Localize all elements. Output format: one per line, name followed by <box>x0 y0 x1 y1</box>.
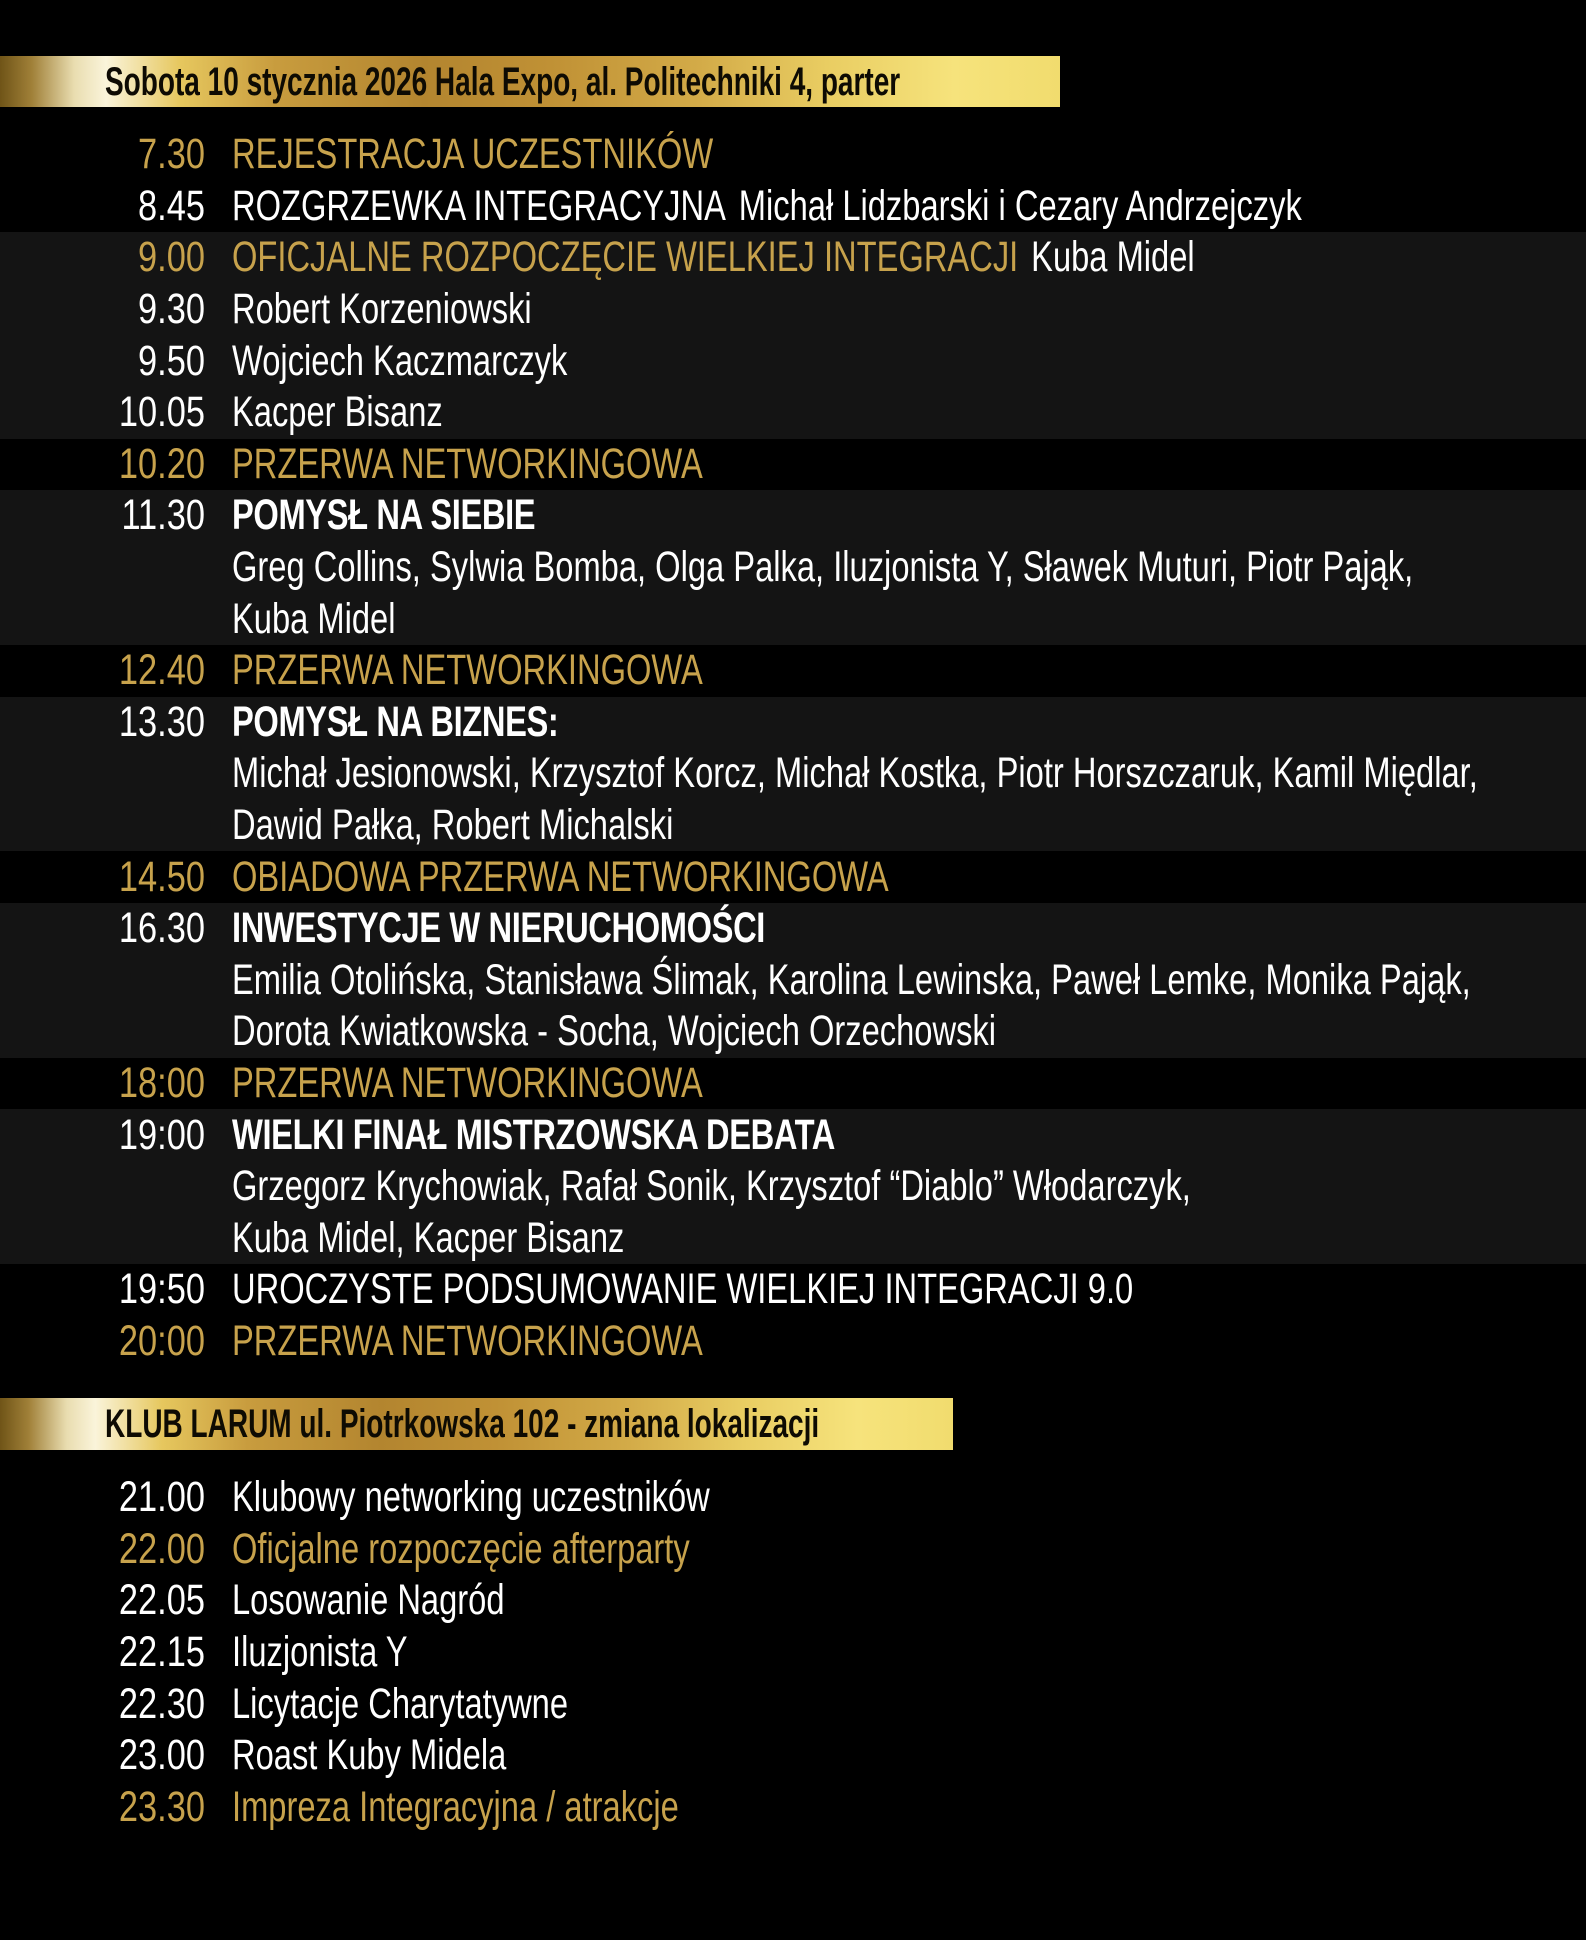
row-content <box>232 801 674 850</box>
row-content <box>232 543 1414 592</box>
schedule-row <box>0 955 1586 1007</box>
event-title: Impreza Integracyjna / atrakcje <box>232 1782 679 1831</box>
row-content <box>232 439 703 488</box>
row-content <box>232 1058 703 1107</box>
time-label: 13.30 <box>118 697 205 746</box>
event-title: Roast Kuby Midela <box>232 1731 507 1780</box>
schedule-row <box>0 1627 1586 1679</box>
time-label: 19:50 <box>118 1265 205 1314</box>
row-content <box>232 336 568 385</box>
schedule-row <box>0 1212 1586 1264</box>
speaker-names: Kuba Midel <box>1031 233 1195 282</box>
schedule-row <box>0 129 1586 181</box>
schedule-row <box>0 1472 1586 1524</box>
time-label: 22.30 <box>118 1679 205 1728</box>
speaker-names: Kuba Midel <box>232 594 396 643</box>
speaker-names: Emilia Otolińska, Stanisława Ślimak, Karolina Lewinska, Paweł Lemke, Monika Pająk, <box>232 955 1471 1004</box>
row-content <box>232 1731 507 1780</box>
time-label: 11.30 <box>121 491 205 540</box>
row-content <box>232 130 714 179</box>
schedule-row <box>0 1524 1586 1576</box>
schedule-row <box>0 439 1586 491</box>
schedule-row <box>0 232 1586 284</box>
time-label: 9.50 <box>138 336 205 385</box>
speaker-names: Kacper Bisanz <box>232 388 443 437</box>
time-label: 18:00 <box>118 1058 205 1107</box>
time-label: 21.00 <box>118 1473 205 1522</box>
speaker-names: Kuba Midel, Kacper Bisanz <box>232 1213 625 1262</box>
speaker-names: Robert Korzeniowski <box>232 285 532 334</box>
session-title: POMYSŁ NA BIZNES: <box>232 697 559 746</box>
speaker-names: Grzegorz Krychowiak, Rafał Sonik, Krzysztof “Diablo” Włodarczyk, <box>232 1162 1191 1211</box>
schedule-row <box>0 335 1586 387</box>
schedule-row <box>0 1316 1586 1368</box>
row-content <box>232 491 536 540</box>
event-title: Oficjalne rozpoczęcie afterparty <box>232 1524 690 1573</box>
schedule-row <box>0 181 1586 233</box>
row-content <box>232 1265 1134 1314</box>
event-title: REJESTRACJA UCZESTNIKÓW <box>232 130 714 179</box>
row-content <box>232 1576 505 1625</box>
event-title: ROZGRZEWKA INTEGRACYJNA <box>232 181 726 230</box>
time-label: 23.00 <box>118 1731 205 1780</box>
schedule-row <box>0 645 1586 697</box>
schedule-row <box>0 1575 1586 1627</box>
break-title: PRZERWA NETWORKINGOWA <box>232 1058 703 1107</box>
banner-day <box>0 56 1060 107</box>
row-content <box>232 1628 408 1677</box>
schedule-row <box>0 542 1586 594</box>
event-title: Licytacje Charytatywne <box>232 1679 569 1728</box>
break-title: PRZERWA NETWORKINGOWA <box>232 1316 703 1365</box>
time-label: 14.50 <box>118 852 205 901</box>
row-content <box>232 233 1195 282</box>
row-content <box>232 852 889 901</box>
schedule-row <box>0 748 1586 800</box>
speaker-names: Dawid Pałka, Robert Michalski <box>232 801 674 850</box>
time-label: 23.30 <box>118 1782 205 1831</box>
time-label: 20:00 <box>118 1316 205 1365</box>
time-label: 22.15 <box>118 1628 205 1677</box>
banner-club-title: KLUB LARUM ul. Piotrkowska 102 - zmiana lokalizacji <box>105 1402 820 1446</box>
row-content <box>232 1473 710 1522</box>
time-label: 22.00 <box>118 1524 205 1573</box>
row-content <box>232 1162 1191 1211</box>
row-content <box>232 749 1478 798</box>
time-label: 19:00 <box>118 1110 205 1159</box>
schedule-row <box>0 903 1586 955</box>
schedule-row <box>0 387 1586 439</box>
schedule-row <box>0 800 1586 852</box>
schedule-row <box>0 1006 1586 1058</box>
time-label: 16.30 <box>118 904 205 953</box>
speaker-names: Wojciech Kaczmarczyk <box>232 336 568 385</box>
row-content <box>232 646 703 695</box>
speaker-names: Michał Lidzbarski i Cezary Andrzejczyk <box>738 181 1302 230</box>
row-content <box>232 181 1302 230</box>
row-content <box>232 904 765 953</box>
event-title: Klubowy networking uczestników <box>232 1473 710 1522</box>
row-content <box>232 697 559 746</box>
schedule-row <box>0 851 1586 903</box>
row-content <box>232 1316 703 1365</box>
schedule-row <box>0 284 1586 336</box>
row-content <box>232 1782 679 1831</box>
speaker-names: Michał Jesionowski, Krzysztof Korcz, Michał Kostka, Piotr Horszczaruk, Kamil Międlar, <box>232 749 1478 798</box>
schedule-row <box>0 1109 1586 1161</box>
speaker-names: Dorota Kwiatkowska - Socha, Wojciech Orzechowski <box>232 1007 997 1056</box>
session-title: WIELKI FINAŁ MISTRZOWSKA DEBATA <box>232 1110 836 1159</box>
event-title: Losowanie Nagród <box>232 1576 505 1625</box>
row-content <box>232 594 396 643</box>
schedule-row <box>0 490 1586 542</box>
row-content <box>232 388 443 437</box>
schedule-row <box>0 1678 1586 1730</box>
schedule-row <box>0 1161 1586 1213</box>
row-content <box>232 1679 569 1728</box>
time-label: 9.00 <box>138 233 205 282</box>
session-title: POMYSŁ NA SIEBIE <box>232 491 536 540</box>
event-title: Iluzjonista Y <box>232 1628 408 1677</box>
banner-day-title: Sobota 10 stycznia 2026 Hala Expo, al. Politechniki 4, parter <box>105 59 901 104</box>
schedule-row <box>0 1264 1586 1316</box>
time-label: 12.40 <box>118 646 205 695</box>
time-label: 10.20 <box>118 439 205 488</box>
break-title: OBIADOWA PRZERWA NETWORKINGOWA <box>232 852 889 901</box>
time-label: 10.05 <box>118 388 205 437</box>
break-title: PRZERWA NETWORKINGOWA <box>232 439 703 488</box>
time-label: 22.05 <box>118 1576 205 1625</box>
schedule-club-list <box>0 1472 1586 1833</box>
schedule-row <box>0 1730 1586 1782</box>
session-title: INWESTYCJE W NIERUCHOMOŚCI <box>232 904 765 953</box>
schedule-day-list <box>0 129 1586 1367</box>
schedule-row <box>0 1058 1586 1110</box>
row-content <box>232 1524 690 1573</box>
schedule-row <box>0 697 1586 749</box>
time-label: 8.45 <box>138 181 205 230</box>
event-title: OFICJALNE ROZPOCZĘCIE WIELKIEJ INTEGRACJI <box>232 233 1019 282</box>
row-content <box>232 1007 997 1056</box>
time-label: 7.30 <box>138 130 205 179</box>
schedule-row <box>0 1782 1586 1834</box>
row-content <box>232 285 532 334</box>
break-title: PRZERWA NETWORKINGOWA <box>232 646 703 695</box>
schedule-row <box>0 593 1586 645</box>
event-title: UROCZYSTE PODSUMOWANIE WIELKIEJ INTEGRACJI 9.0 <box>232 1265 1134 1314</box>
row-content <box>232 1213 625 1262</box>
time-label: 9.30 <box>138 285 205 334</box>
banner-club <box>0 1398 953 1450</box>
row-content <box>232 1110 836 1159</box>
row-content <box>232 955 1471 1004</box>
speaker-names: Greg Collins, Sylwia Bomba, Olga Palka, Iluzjonista Y, Sławek Muturi, Piotr Pająk, <box>232 543 1414 592</box>
